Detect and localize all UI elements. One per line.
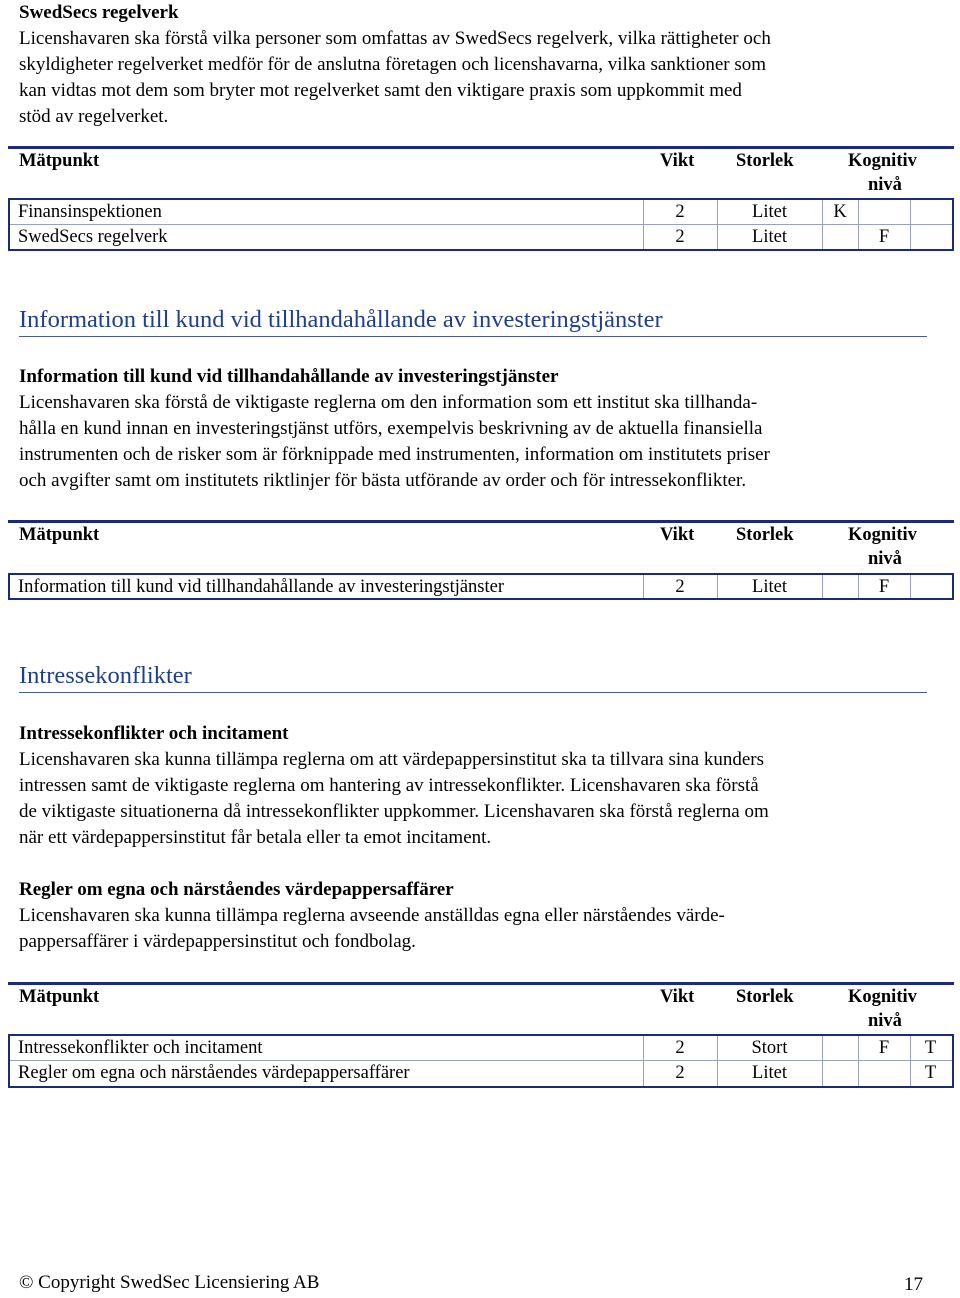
row-vikt: 2	[675, 577, 685, 597]
row-kognitiv-2	[858, 200, 910, 225]
paragraph-line: Licenshavaren ska kunna tillämpa reglerna avseende anställdas egna eller närståendes värde-	[19, 905, 725, 926]
section-intressekonflikter-och-incitament	[19, 721, 927, 851]
row-kognitiv-2: F	[878, 1038, 890, 1058]
table-body	[8, 573, 954, 600]
row-kognitiv-1: K	[833, 202, 847, 222]
row-name: Finansinspektionen	[18, 202, 162, 222]
header-vikt: Vikt	[660, 151, 695, 171]
table-body	[8, 1034, 954, 1088]
paragraph-line: intressen samt de viktigaste reglerna om hantering av intressekonflikter. Licenshavaren ska förstå	[19, 775, 759, 796]
table-row	[10, 1036, 952, 1061]
row-kognitiv-3	[910, 200, 951, 225]
header-matpunkt: Mätpunkt	[19, 525, 100, 545]
row-storlek: Litet	[752, 227, 787, 247]
row-name: SwedSecs regelverk	[18, 227, 168, 247]
header-storlek: Storlek	[736, 151, 794, 171]
header-storlek: Storlek	[736, 987, 794, 1007]
header-niva: nivå	[868, 549, 902, 569]
paragraph-line: pappersaffärer i värdepappersinstitut och fondbolag.	[19, 931, 416, 952]
row-name: Information till kund vid tillhandahållande av investeringstjänster	[18, 577, 505, 597]
heading-rule	[19, 692, 927, 693]
paragraph-line: Licenshavaren ska kunna tillämpa reglerna om att värdepappersinstitut ska ta tillvara sina kunders	[19, 749, 764, 770]
header-matpunkt: Mätpunkt	[19, 987, 100, 1007]
table-row	[10, 575, 952, 600]
copyright-text: © Copyright SwedSec Licensiering AB	[19, 1272, 320, 1293]
row-name: Regler om egna och närståendes värdepappersaffärer	[18, 1063, 410, 1083]
section-heading: Intressekonflikter	[19, 662, 192, 689]
section-title: Regler om egna och närståendes värdepappersaffärer	[19, 879, 454, 900]
row-kognitiv-3	[910, 575, 951, 600]
header-kognitiv: Kognitiv	[848, 151, 917, 171]
row-vikt: 2	[675, 1038, 685, 1058]
header-niva: nivå	[868, 1011, 902, 1031]
section-swedsecs-regelverk	[19, 0, 927, 130]
paragraph-line: stöd av regelverket.	[19, 106, 169, 127]
row-storlek: Litet	[752, 1063, 787, 1083]
paragraph-line: kan vidtas mot dem som bryter mot regelverket samt den viktigare praxis som uppkommit med	[19, 80, 742, 101]
row-storlek: Litet	[752, 202, 787, 222]
header-kognitiv: Kognitiv	[848, 525, 917, 545]
row-kognitiv-1	[822, 1061, 858, 1086]
header-niva: nivå	[868, 175, 902, 195]
paragraph-line: skyldigheter regelverket medför för de anslutna företagen och licenshavarna, vilka sanktioner som	[19, 54, 767, 75]
paragraph-line: instrumenten och de risker som är förknippade med instrumenten, information om institutets priser	[19, 444, 770, 465]
header-storlek: Storlek	[736, 525, 794, 545]
header-kognitiv: Kognitiv	[848, 987, 917, 1007]
header-vikt: Vikt	[660, 525, 695, 545]
paragraph-line: Licenshavaren ska förstå vilka personer som omfattas av SwedSecs regelverk, vilka rättigheter och	[19, 28, 771, 49]
section-egna-vardepappersaffarer	[19, 877, 927, 955]
paragraph-line: och avgifter samt om institutets riktlinjer för bästa utförande av order och för intressekonflikter.	[19, 470, 747, 491]
header-vikt: Vikt	[660, 987, 695, 1007]
paragraph-line: de viktigaste situationerna då intressekonflikter uppkommer. Licenshavaren ska förstå reglerna om	[19, 801, 769, 822]
row-kognitiv-3: T	[924, 1038, 937, 1058]
section-title: Information till kund vid tillhandahållande av investeringstjänster	[19, 366, 559, 387]
row-kognitiv-2: F	[878, 227, 890, 247]
row-storlek: Litet	[752, 577, 787, 597]
paragraph-line: Licenshavaren ska förstå de viktigaste reglerna om den information som ett institut ska tillhanda-	[19, 392, 758, 413]
table-body	[8, 198, 954, 251]
section-information-till-kund	[19, 364, 927, 494]
header-matpunkt: Mätpunkt	[19, 151, 100, 171]
heading-rule	[19, 336, 927, 337]
measure-table-1	[8, 146, 954, 252]
paragraph-line: när ett värdepappersinstitut får betala eller ta emot incitament.	[19, 827, 492, 848]
row-vikt: 2	[675, 227, 685, 247]
page-number: 17	[904, 1274, 923, 1295]
paragraph-line: hålla en kund innan en investeringstjänst utförs, exempelvis beskrivning av de aktuella finansiella	[19, 418, 763, 439]
measure-table-3	[8, 982, 954, 1088]
row-kognitiv-3: T	[924, 1063, 937, 1083]
row-kognitiv-1	[822, 575, 858, 600]
table-row	[10, 1061, 952, 1086]
row-kognitiv-3	[910, 225, 951, 250]
table-row	[10, 200, 952, 225]
table-row	[10, 225, 952, 250]
section-heading: Information till kund vid tillhandahållande av investeringstjänster	[19, 306, 663, 333]
row-name: Intressekonflikter och incitament	[18, 1038, 263, 1058]
section-title: SwedSecs regelverk	[19, 2, 179, 23]
measure-table-2	[8, 520, 954, 600]
row-vikt: 2	[675, 202, 685, 222]
section-title: Intressekonflikter och incitament	[19, 723, 289, 744]
row-vikt: 2	[675, 1063, 685, 1083]
row-kognitiv-2	[858, 1061, 910, 1086]
row-kognitiv-2: F	[878, 577, 890, 597]
row-kognitiv-1	[822, 1036, 858, 1061]
page-footer	[19, 1270, 927, 1296]
row-kognitiv-1	[822, 225, 858, 250]
row-storlek: Stort	[751, 1038, 788, 1058]
